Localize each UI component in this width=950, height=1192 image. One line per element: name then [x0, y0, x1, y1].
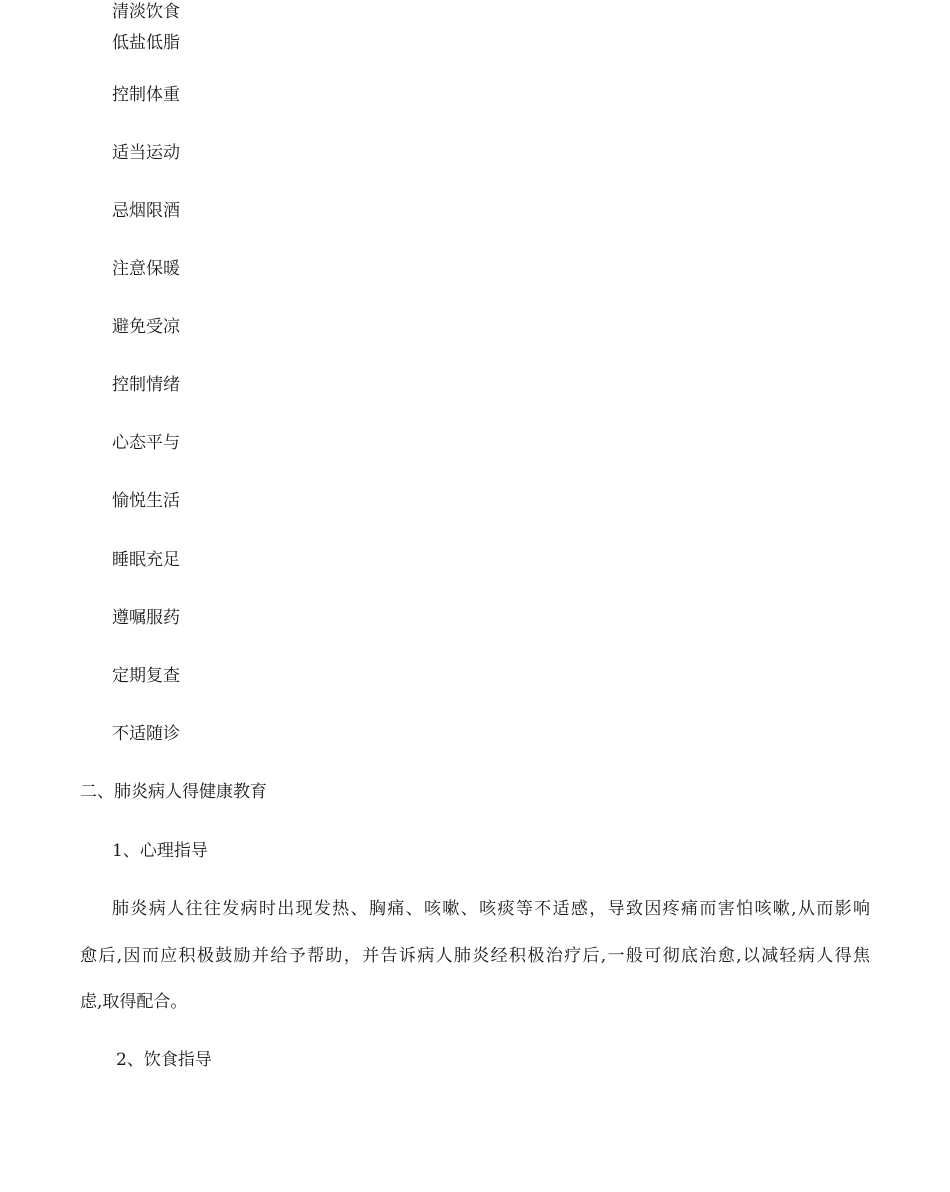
tip-item: 适当运动	[112, 143, 180, 163]
section-heading: 二、肺炎病人得健康教育	[80, 782, 267, 802]
tip-item: 清淡饮食	[112, 2, 180, 22]
tip-item: 不适随诊	[112, 724, 180, 744]
paragraph-line: 虑,取得配合。	[80, 992, 188, 1012]
paragraph-line: 肺炎病人往往发病时出现发热、胸痛、咳嗽、咳痰等不适感，导致因疼痛而害怕咳嗽,从而影响	[112, 899, 870, 919]
tip-item: 定期复查	[112, 666, 180, 686]
tip-item: 心态平与	[112, 433, 180, 453]
subsection-heading-diet: 2、饮食指导	[116, 1050, 212, 1070]
subsection-heading-psychological: 1、心理指导	[112, 841, 208, 861]
tip-item: 控制体重	[112, 85, 180, 105]
paragraph-line: 愈后,因而应积极鼓励并给予帮助，并告诉病人肺炎经积极治疗后,一般可彻底治愈,以减轻病人得焦	[80, 946, 870, 966]
tip-item: 控制情绪	[112, 375, 180, 395]
tip-item: 避免受凉	[112, 317, 180, 337]
tip-item: 忌烟限酒	[112, 201, 180, 221]
tip-item: 注意保暖	[112, 259, 180, 279]
tip-item: 睡眠充足	[112, 550, 180, 570]
tip-item: 愉悦生活	[112, 491, 180, 511]
tip-item: 低盐低脂	[112, 33, 180, 53]
tip-item: 遵嘱服药	[112, 608, 180, 628]
